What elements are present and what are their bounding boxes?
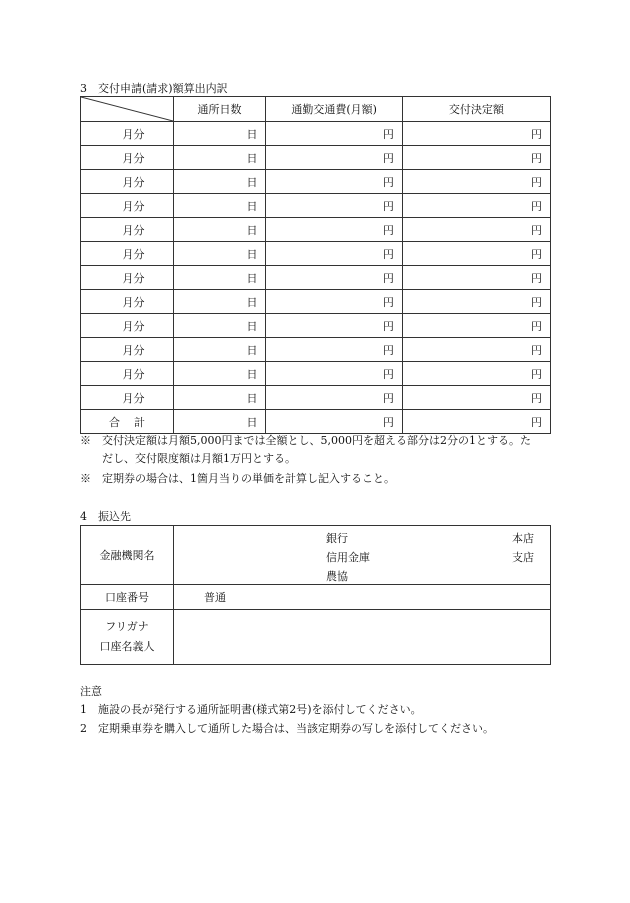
- table-row: [81, 218, 551, 242]
- commute-cost-cell[interactable]: 円: [266, 338, 402, 362]
- grant-amount-cell[interactable]: 円: [402, 290, 550, 314]
- days-cell[interactable]: 日: [173, 194, 266, 218]
- month-cell[interactable]: 月分: [81, 170, 174, 194]
- table-row: [81, 146, 551, 170]
- grant-amount-cell[interactable]: 円: [402, 170, 550, 194]
- grant-amount-cell[interactable]: 円: [402, 266, 550, 290]
- commute-cost-cell[interactable]: 円: [266, 266, 402, 290]
- month-cell[interactable]: 月分: [81, 146, 174, 170]
- note-2: ※ 定期券の場合は、1箇月当りの単価を計算し記入すること。: [80, 472, 395, 485]
- holder-label: 口座名義人: [99, 640, 155, 653]
- commute-cost-cell[interactable]: 円: [266, 290, 402, 314]
- table-row: [81, 122, 551, 146]
- total-row: [81, 410, 551, 434]
- month-cell[interactable]: 月分: [81, 362, 174, 386]
- days-cell[interactable]: 日: [173, 266, 266, 290]
- days-cell[interactable]: 日: [173, 170, 266, 194]
- branch-type-branch: 支店: [512, 551, 534, 564]
- bank-type-bank: 銀行: [326, 532, 348, 545]
- account-number-label: 口座番号: [81, 585, 174, 610]
- diagonal-header-cell: [81, 97, 174, 122]
- header-days: 通所日数: [173, 97, 266, 122]
- commute-cost-cell[interactable]: 円: [266, 122, 402, 146]
- account-type: 普通: [204, 591, 226, 604]
- table-row: [81, 266, 551, 290]
- commute-cost-cell[interactable]: 円: [266, 170, 402, 194]
- institution-label: 金融機関名: [81, 526, 174, 585]
- bank-type-credit-union: 信用金庫: [326, 551, 370, 564]
- table-row: [81, 242, 551, 266]
- diagonal-line: [81, 97, 173, 121]
- institution-field[interactable]: [174, 526, 551, 585]
- header-grant-amount: 交付決定額: [402, 97, 550, 122]
- account-number-row: [81, 585, 551, 610]
- days-cell[interactable]: 日: [173, 218, 266, 242]
- commute-cost-cell[interactable]: 円: [266, 242, 402, 266]
- month-cell[interactable]: 月分: [81, 242, 174, 266]
- grant-amount-cell[interactable]: 円: [402, 314, 550, 338]
- commute-cost-cell[interactable]: 円: [266, 218, 402, 242]
- grant-amount-cell[interactable]: 円: [402, 362, 550, 386]
- commute-cost-cell[interactable]: 円: [266, 362, 402, 386]
- month-cell[interactable]: 月分: [81, 218, 174, 242]
- days-cell[interactable]: 日: [173, 362, 266, 386]
- note-1a: ※ 交付決定額は月額5,000円までは全額とし、5,000円を超える部分は2分の1とする。た: [80, 434, 531, 447]
- month-cell[interactable]: 月分: [81, 122, 174, 146]
- commute-cost-cell[interactable]: 円: [266, 314, 402, 338]
- caution-title: 注意: [80, 685, 102, 698]
- account-holder-row: [81, 610, 551, 665]
- table-row: [81, 290, 551, 314]
- total-label: 合計: [81, 410, 174, 434]
- table-row: [81, 338, 551, 362]
- account-holder-field[interactable]: [174, 610, 551, 665]
- commute-cost-cell[interactable]: 円: [266, 194, 402, 218]
- table-row: [81, 386, 551, 410]
- commute-cost-cell[interactable]: 円: [266, 386, 402, 410]
- grant-amount-cell[interactable]: 円: [402, 338, 550, 362]
- grant-amount-cell[interactable]: 円: [402, 386, 550, 410]
- days-cell[interactable]: 日: [173, 314, 266, 338]
- caution-item-2: 2 定期乗車券を購入して通所した場合は、当該定期券の写しを添付してください。: [80, 722, 494, 735]
- days-cell[interactable]: 日: [173, 290, 266, 314]
- total-commute-cost-cell[interactable]: 円: [266, 410, 402, 434]
- grant-amount-cell[interactable]: 円: [402, 194, 550, 218]
- table-row: [81, 170, 551, 194]
- days-cell[interactable]: 日: [173, 338, 266, 362]
- table-row: [81, 362, 551, 386]
- grant-amount-cell[interactable]: 円: [402, 218, 550, 242]
- month-cell[interactable]: 月分: [81, 314, 174, 338]
- month-cell[interactable]: 月分: [81, 194, 174, 218]
- account-holder-label-cell: [81, 610, 174, 665]
- days-cell[interactable]: 日: [173, 242, 266, 266]
- days-cell[interactable]: 日: [173, 146, 266, 170]
- month-cell[interactable]: 月分: [81, 266, 174, 290]
- bank-type-agri-coop: 農協: [326, 570, 348, 583]
- header-commute-cost: 通勤交通費(月額): [266, 97, 402, 122]
- account-number-field[interactable]: [174, 585, 551, 610]
- section4-title: 4 振込先: [80, 510, 131, 523]
- table-row: [81, 314, 551, 338]
- commute-cost-cell[interactable]: 円: [266, 146, 402, 170]
- month-cell[interactable]: 月分: [81, 386, 174, 410]
- grant-amount-cell[interactable]: 円: [402, 242, 550, 266]
- section3-title: 3 交付申請(請求)額算出内訳: [80, 82, 228, 95]
- days-cell[interactable]: 日: [173, 122, 266, 146]
- calculation-table: [80, 96, 551, 434]
- days-cell[interactable]: 日: [173, 386, 266, 410]
- furigana-label: フリガナ: [105, 620, 149, 633]
- grant-amount-cell[interactable]: 円: [402, 146, 550, 170]
- month-cell[interactable]: 月分: [81, 338, 174, 362]
- branch-type-main: 本店: [512, 532, 534, 545]
- grant-amount-cell[interactable]: 円: [402, 122, 550, 146]
- note-1b: だし、交付限度額は月額1万円とする。: [80, 452, 296, 465]
- total-days-cell[interactable]: 日: [173, 410, 266, 434]
- total-grant-amount-cell[interactable]: 円: [402, 410, 550, 434]
- caution-item-1: 1 施設の長が発行する通所証明書(様式第2号)を添付してください。: [80, 703, 422, 716]
- month-cell[interactable]: 月分: [81, 290, 174, 314]
- institution-row: [81, 526, 551, 585]
- bank-transfer-table: [80, 525, 551, 665]
- table-row: [81, 194, 551, 218]
